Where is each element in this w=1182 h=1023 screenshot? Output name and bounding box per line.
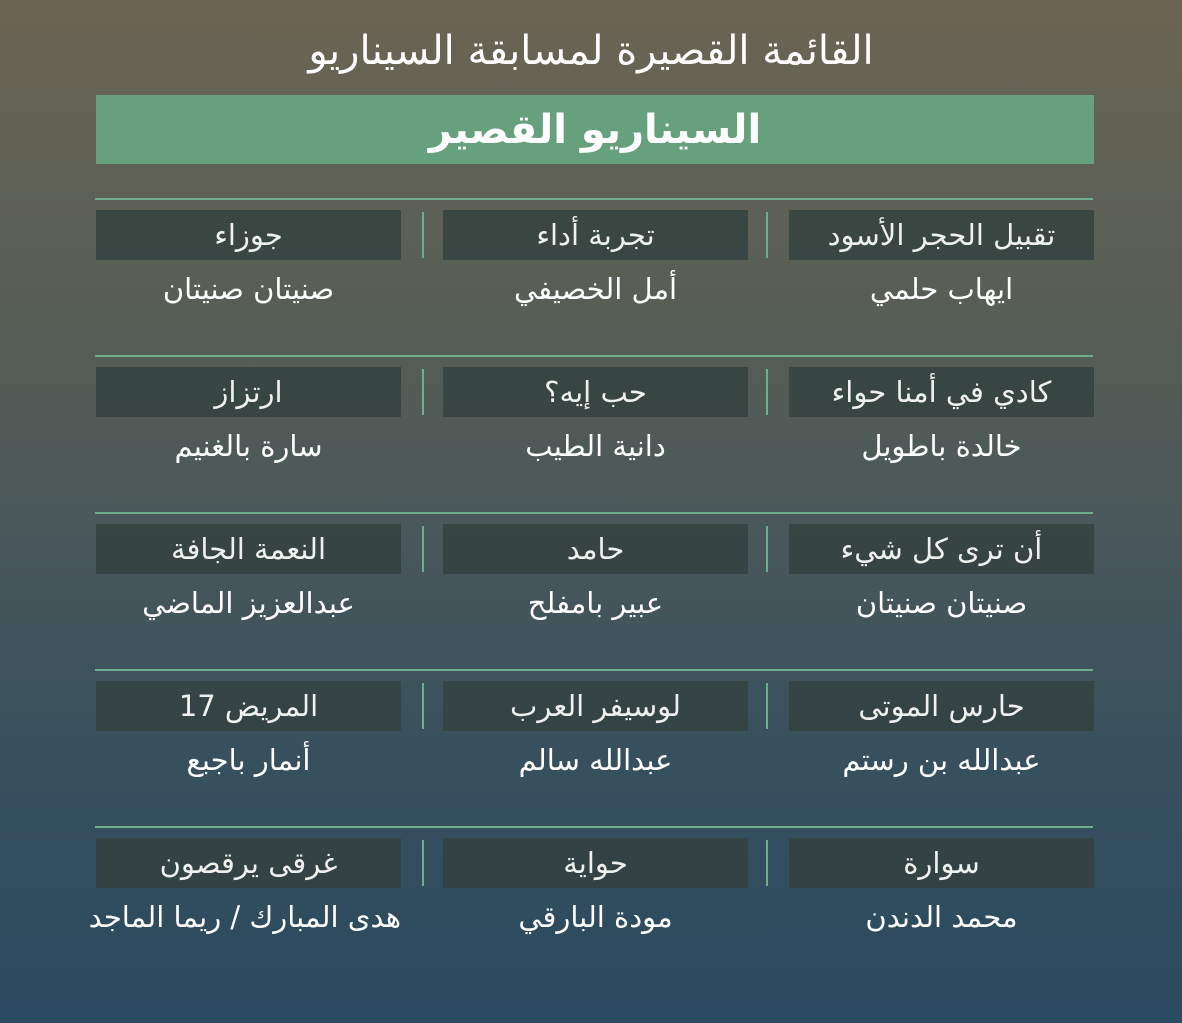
column-separator	[766, 526, 768, 572]
column-separator	[422, 212, 424, 258]
entry-author: أنمار باجبع	[186, 743, 311, 777]
entry-card	[443, 681, 748, 777]
entry-author: دانية الطيب	[525, 429, 666, 463]
entry-author: صنيتان صنيتان	[162, 272, 335, 306]
entry-author: ايهاب حلمي	[869, 272, 1014, 306]
entry-card	[789, 838, 1094, 934]
entry-title: حامد	[443, 524, 748, 574]
entry-card	[443, 524, 748, 620]
shortlist-grid	[0, 198, 1182, 983]
row-divider	[95, 826, 1093, 828]
entry-title: حواية	[443, 838, 748, 888]
entry-card	[96, 367, 401, 463]
column-separator	[766, 369, 768, 415]
entry-card	[443, 838, 748, 934]
entry-title: كادي في أمنا حواء	[789, 367, 1094, 417]
entry-card	[789, 524, 1094, 620]
row-divider	[95, 355, 1093, 357]
entry-card	[88, 838, 401, 934]
entry-title: ارتزاز	[96, 367, 401, 417]
column-separator	[766, 683, 768, 729]
entry-author: سارة بالغنيم	[174, 429, 323, 463]
entry-card	[443, 367, 748, 463]
entry-title: سوارة	[789, 838, 1094, 888]
column-separator	[422, 369, 424, 415]
column-separator	[422, 840, 424, 886]
entry-title: المريض 17	[96, 681, 401, 731]
row-divider	[95, 512, 1093, 514]
entry-title: أن ترى كل شيء	[789, 524, 1094, 574]
entry-title: غرقى يرقصون	[96, 838, 401, 888]
entry-author: عبدالله سالم	[518, 743, 673, 777]
entry-card	[443, 210, 748, 306]
row-divider	[95, 198, 1093, 200]
entry-title: حب إيه؟	[443, 367, 748, 417]
category-banner: السيناريو القصير	[96, 95, 1094, 164]
shortlist-row	[0, 826, 1182, 983]
entry-author: عبير بامفلح	[527, 586, 664, 620]
row-divider	[95, 669, 1093, 671]
entry-card	[96, 524, 401, 620]
shortlist-row	[0, 512, 1182, 669]
entry-author: مودة البارقي	[518, 900, 673, 934]
entry-author: محمد الدندن	[865, 900, 1018, 934]
entry-title: تجربة أداء	[443, 210, 748, 260]
page-title: القائمة القصيرة لمسابقة السيناريو	[308, 28, 874, 74]
entry-title: حارس الموتى	[789, 681, 1094, 731]
entry-card	[789, 367, 1094, 463]
column-separator	[766, 212, 768, 258]
entry-author: عبدالله بن رستم	[842, 743, 1041, 777]
column-separator	[422, 526, 424, 572]
entry-author: صنيتان صنيتان	[855, 586, 1028, 620]
entry-author: خالدة باطويل	[861, 429, 1022, 463]
entry-title: لوسيفر العرب	[443, 681, 748, 731]
entry-author: عبدالعزيز الماضي	[142, 586, 355, 620]
entry-title: جوزاء	[96, 210, 401, 260]
shortlist-row	[0, 669, 1182, 826]
entry-card	[96, 681, 401, 777]
entry-card	[96, 210, 401, 306]
shortlist-row	[0, 198, 1182, 355]
column-separator	[422, 683, 424, 729]
entry-card	[789, 210, 1094, 306]
entry-title: تقبيل الحجر الأسود	[789, 210, 1094, 260]
entry-author: هدى المبارك / ريما الماجد	[88, 900, 401, 934]
column-separator	[766, 840, 768, 886]
entry-author: أمل الخصيفي	[513, 272, 678, 306]
entry-title: النعمة الجافة	[96, 524, 401, 574]
shortlist-row	[0, 355, 1182, 512]
entry-card	[789, 681, 1094, 777]
